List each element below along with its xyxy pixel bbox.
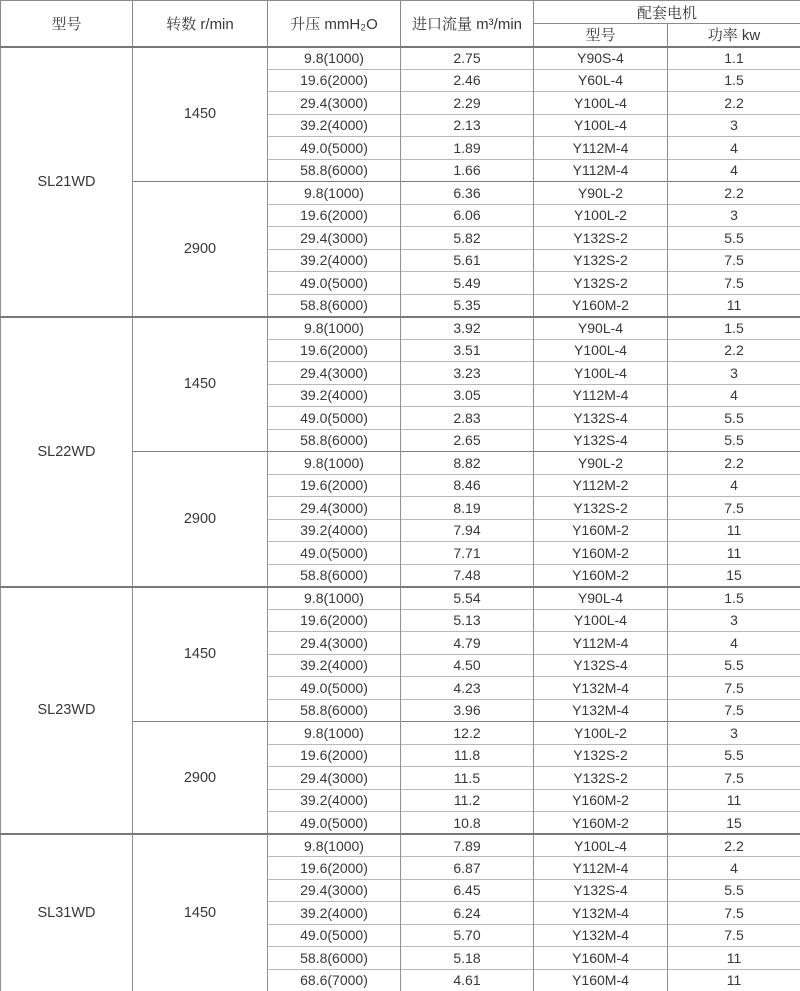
motor-model-cell: Y90L-2 [534, 452, 668, 475]
pressure-cell: 39.2(4000) [268, 249, 401, 272]
power-cell: 7.5 [668, 902, 800, 925]
flow-cell: 5.82 [401, 227, 534, 250]
pressure-cell: 58.8(6000) [268, 429, 401, 452]
power-cell: 7.5 [668, 249, 800, 272]
flow-cell: 7.89 [401, 834, 534, 857]
motor-model-cell: Y160M-2 [534, 812, 668, 835]
power-cell: 4 [668, 632, 800, 655]
speed-cell: 2900 [133, 452, 268, 587]
table-row [1, 317, 800, 340]
motor-model-cell: Y132S-2 [534, 767, 668, 790]
flow-cell: 11.5 [401, 767, 534, 790]
flow-cell: 5.70 [401, 924, 534, 947]
flow-cell: 7.94 [401, 519, 534, 542]
power-cell: 15 [668, 564, 800, 587]
flow-cell: 5.49 [401, 272, 534, 295]
pressure-cell: 39.2(4000) [268, 902, 401, 925]
header-model: 型号 [1, 1, 133, 47]
pressure-cell: 58.8(6000) [268, 294, 401, 317]
motor-model-cell: Y112M-4 [534, 159, 668, 182]
power-cell: 3 [668, 204, 800, 227]
flow-cell: 7.71 [401, 542, 534, 565]
header-speed: 转数 r/min [133, 1, 268, 47]
power-cell: 5.5 [668, 744, 800, 767]
flow-cell: 11.8 [401, 744, 534, 767]
motor-model-cell: Y160M-2 [534, 564, 668, 587]
power-cell: 7.5 [668, 272, 800, 295]
header-motor-model: 型号 [534, 24, 668, 47]
flow-cell: 4.61 [401, 969, 534, 991]
motor-model-cell: Y160M-2 [534, 542, 668, 565]
motor-model-cell: Y132M-4 [534, 699, 668, 722]
pressure-cell: 49.0(5000) [268, 272, 401, 295]
header-motor-power: 功率 kw [668, 24, 800, 47]
power-cell: 1.1 [668, 47, 800, 70]
flow-cell: 10.8 [401, 812, 534, 835]
flow-cell: 8.82 [401, 452, 534, 475]
flow-cell: 2.29 [401, 92, 534, 115]
flow-cell: 6.87 [401, 857, 534, 880]
pressure-cell: 39.2(4000) [268, 519, 401, 542]
power-cell: 7.5 [668, 497, 800, 520]
pressure-cell: 49.0(5000) [268, 924, 401, 947]
flow-cell: 3.05 [401, 384, 534, 407]
power-cell: 2.2 [668, 92, 800, 115]
pressure-cell: 49.0(5000) [268, 137, 401, 160]
pressure-cell: 19.6(2000) [268, 204, 401, 227]
header-motor-group: 配套电机 [534, 1, 800, 24]
power-cell: 4 [668, 474, 800, 497]
motor-model-cell: Y112M-4 [534, 137, 668, 160]
power-cell: 5.5 [668, 654, 800, 677]
table-row [1, 834, 800, 857]
motor-model-cell: Y132S-2 [534, 744, 668, 767]
power-cell: 2.2 [668, 339, 800, 362]
speed-cell: 1450 [133, 47, 268, 182]
power-cell: 11 [668, 519, 800, 542]
motor-model-cell: Y132M-4 [534, 924, 668, 947]
motor-model-cell: Y132S-4 [534, 879, 668, 902]
power-cell: 4 [668, 857, 800, 880]
pressure-cell: 19.6(2000) [268, 339, 401, 362]
motor-model-cell: Y60L-4 [534, 69, 668, 92]
pressure-cell: 39.2(4000) [268, 114, 401, 137]
power-cell: 11 [668, 947, 800, 970]
flow-cell: 1.66 [401, 159, 534, 182]
flow-cell: 2.13 [401, 114, 534, 137]
pressure-cell: 9.8(1000) [268, 452, 401, 475]
power-cell: 2.2 [668, 834, 800, 857]
flow-cell: 8.19 [401, 497, 534, 520]
power-cell: 11 [668, 969, 800, 991]
power-cell: 11 [668, 294, 800, 317]
power-cell: 7.5 [668, 767, 800, 790]
power-cell: 1.5 [668, 69, 800, 92]
power-cell: 7.5 [668, 924, 800, 947]
pressure-cell: 49.0(5000) [268, 407, 401, 430]
flow-cell: 3.92 [401, 317, 534, 340]
power-cell: 1.5 [668, 587, 800, 610]
pressure-cell: 29.4(3000) [268, 227, 401, 250]
motor-model-cell: Y100L-4 [534, 834, 668, 857]
power-cell: 1.5 [668, 317, 800, 340]
flow-cell: 12.2 [401, 722, 534, 745]
pressure-cell: 9.8(1000) [268, 182, 401, 205]
pressure-cell: 29.4(3000) [268, 767, 401, 790]
pressure-cell: 58.8(6000) [268, 947, 401, 970]
power-cell: 3 [668, 722, 800, 745]
motor-model-cell: Y132S-2 [534, 227, 668, 250]
flow-cell: 7.48 [401, 564, 534, 587]
flow-cell: 4.79 [401, 632, 534, 655]
power-cell: 2.2 [668, 452, 800, 475]
pressure-cell: 19.6(2000) [268, 609, 401, 632]
power-cell: 5.5 [668, 429, 800, 452]
pressure-cell: 39.2(4000) [268, 654, 401, 677]
model-cell: SL23WD [1, 587, 133, 835]
motor-model-cell: Y132S-2 [534, 497, 668, 520]
flow-cell: 1.89 [401, 137, 534, 160]
motor-model-cell: Y160M-2 [534, 519, 668, 542]
motor-model-cell: Y100L-2 [534, 204, 668, 227]
speed-cell: 1450 [133, 834, 268, 991]
pressure-cell: 9.8(1000) [268, 47, 401, 70]
flow-cell: 5.18 [401, 947, 534, 970]
pressure-cell: 9.8(1000) [268, 722, 401, 745]
pressure-cell: 9.8(1000) [268, 317, 401, 340]
motor-model-cell: Y90L-4 [534, 317, 668, 340]
motor-model-cell: Y100L-4 [534, 114, 668, 137]
header-row-1 [1, 1, 800, 24]
pressure-cell: 29.4(3000) [268, 497, 401, 520]
table-body [1, 47, 800, 991]
pressure-cell: 49.0(5000) [268, 677, 401, 700]
pressure-cell: 9.8(1000) [268, 587, 401, 610]
power-cell: 5.5 [668, 879, 800, 902]
motor-model-cell: Y90S-4 [534, 47, 668, 70]
pressure-cell: 58.8(6000) [268, 699, 401, 722]
pressure-cell: 29.4(3000) [268, 632, 401, 655]
power-cell: 15 [668, 812, 800, 835]
pressure-cell: 29.4(3000) [268, 362, 401, 385]
motor-model-cell: Y112M-4 [534, 384, 668, 407]
motor-model-cell: Y100L-4 [534, 92, 668, 115]
pressure-cell: 68.6(7000) [268, 969, 401, 991]
pressure-cell: 29.4(3000) [268, 92, 401, 115]
power-cell: 5.5 [668, 227, 800, 250]
flow-cell: 8.46 [401, 474, 534, 497]
flow-cell: 6.24 [401, 902, 534, 925]
power-cell: 3 [668, 362, 800, 385]
flow-cell: 2.65 [401, 429, 534, 452]
motor-model-cell: Y100L-4 [534, 362, 668, 385]
flow-cell: 6.45 [401, 879, 534, 902]
pressure-cell: 58.8(6000) [268, 564, 401, 587]
motor-model-cell: Y160M-2 [534, 789, 668, 812]
flow-cell: 3.23 [401, 362, 534, 385]
pressure-cell: 19.6(2000) [268, 474, 401, 497]
flow-cell: 3.51 [401, 339, 534, 362]
header-pressure: 升压 mmH₂O [268, 1, 401, 47]
power-cell: 11 [668, 542, 800, 565]
power-cell: 11 [668, 789, 800, 812]
motor-model-cell: Y132S-4 [534, 407, 668, 430]
power-cell: 7.5 [668, 677, 800, 700]
motor-model-cell: Y100L-2 [534, 722, 668, 745]
motor-model-cell: Y100L-4 [534, 339, 668, 362]
pressure-cell: 58.8(6000) [268, 159, 401, 182]
flow-cell: 6.36 [401, 182, 534, 205]
speed-cell: 1450 [133, 587, 268, 722]
motor-model-cell: Y160M-4 [534, 969, 668, 991]
pressure-cell: 19.6(2000) [268, 69, 401, 92]
flow-cell: 2.83 [401, 407, 534, 430]
motor-model-cell: Y132S-4 [534, 654, 668, 677]
motor-model-cell: Y90L-4 [534, 587, 668, 610]
motor-model-cell: Y100L-4 [534, 609, 668, 632]
power-cell: 4 [668, 384, 800, 407]
pressure-cell: 29.4(3000) [268, 879, 401, 902]
power-cell: 5.5 [668, 407, 800, 430]
flow-cell: 5.54 [401, 587, 534, 610]
pressure-cell: 19.6(2000) [268, 857, 401, 880]
table-row [1, 47, 800, 70]
speed-cell: 2900 [133, 722, 268, 835]
motor-model-cell: Y112M-4 [534, 632, 668, 655]
flow-cell: 5.35 [401, 294, 534, 317]
speed-cell: 1450 [133, 317, 268, 452]
flow-cell: 11.2 [401, 789, 534, 812]
motor-model-cell: Y112M-4 [534, 857, 668, 880]
flow-cell: 5.61 [401, 249, 534, 272]
pressure-cell: 39.2(4000) [268, 384, 401, 407]
pressure-cell: 49.0(5000) [268, 542, 401, 565]
speed-cell: 2900 [133, 182, 268, 317]
flow-cell: 4.50 [401, 654, 534, 677]
power-cell: 3 [668, 114, 800, 137]
flow-cell: 5.13 [401, 609, 534, 632]
power-cell: 4 [668, 137, 800, 160]
pressure-cell: 9.8(1000) [268, 834, 401, 857]
motor-model-cell: Y90L-2 [534, 182, 668, 205]
flow-cell: 6.06 [401, 204, 534, 227]
power-cell: 3 [668, 609, 800, 632]
model-cell: SL21WD [1, 47, 133, 317]
motor-model-cell: Y112M-2 [534, 474, 668, 497]
pressure-cell: 19.6(2000) [268, 744, 401, 767]
flow-cell: 3.96 [401, 699, 534, 722]
flow-cell: 4.23 [401, 677, 534, 700]
motor-model-cell: Y132S-2 [534, 272, 668, 295]
pressure-cell: 49.0(5000) [268, 812, 401, 835]
flow-cell: 2.46 [401, 69, 534, 92]
power-cell: 7.5 [668, 699, 800, 722]
motor-model-cell: Y132M-4 [534, 902, 668, 925]
motor-model-cell: Y160M-2 [534, 294, 668, 317]
header-flow: 进口流量 m³/min [401, 1, 534, 47]
motor-model-cell: Y132M-4 [534, 677, 668, 700]
motor-model-cell: Y160M-4 [534, 947, 668, 970]
pressure-cell: 39.2(4000) [268, 789, 401, 812]
flow-cell: 2.75 [401, 47, 534, 70]
motor-model-cell: Y132S-2 [534, 249, 668, 272]
power-cell: 2.2 [668, 182, 800, 205]
table-header [1, 1, 800, 47]
motor-model-cell: Y132S-4 [534, 429, 668, 452]
model-cell: SL22WD [1, 317, 133, 587]
table-row [1, 587, 800, 610]
model-cell: SL31WD [1, 834, 133, 991]
power-cell: 4 [668, 159, 800, 182]
